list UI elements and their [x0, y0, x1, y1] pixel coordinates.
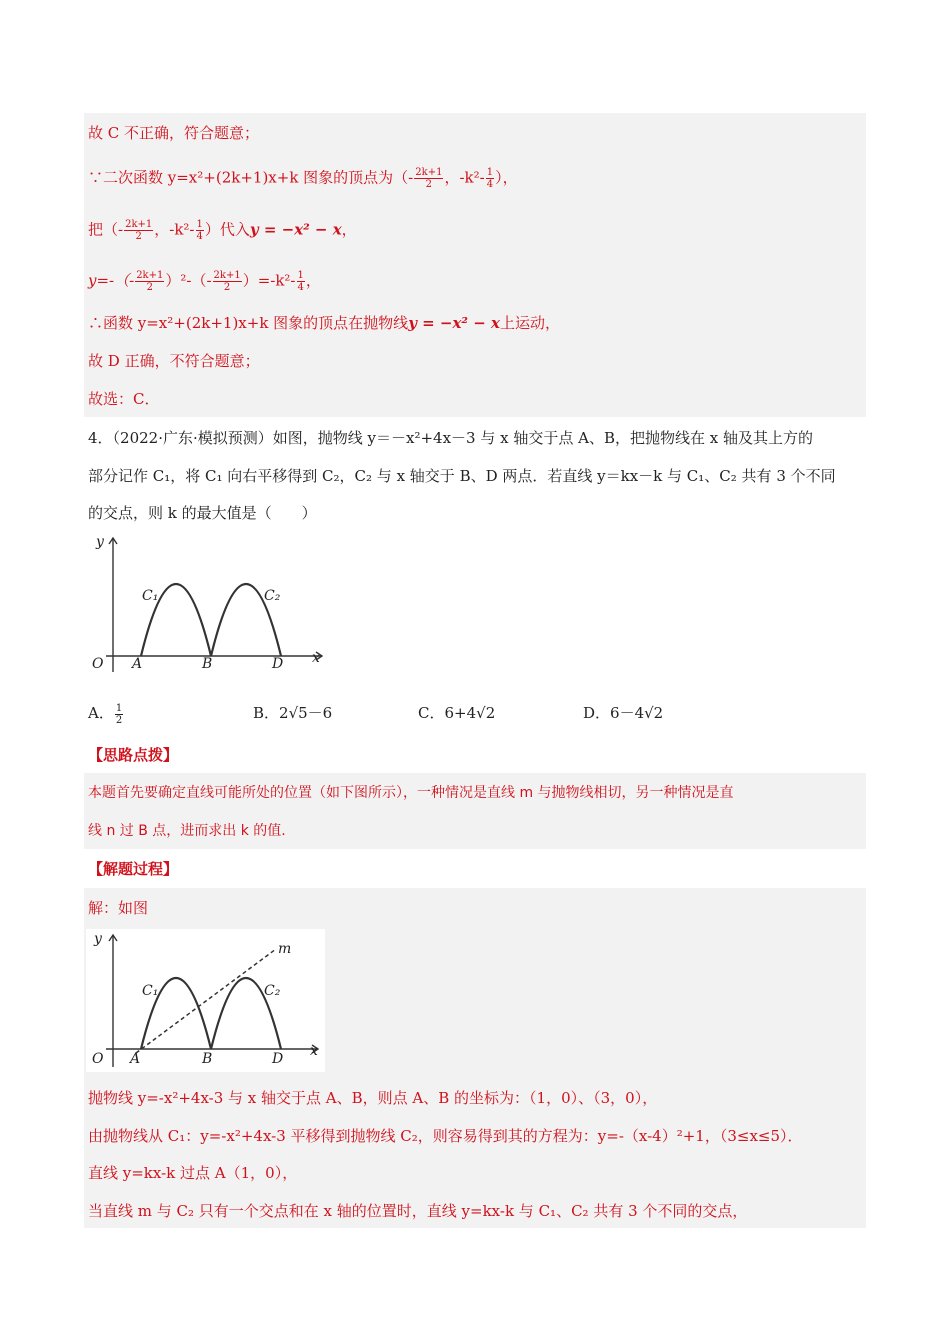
solution-line-5: 当直线 m 与 C₂ 只有一个交点和在 x 轴的位置时，直线 y=kx-k 与 C₁、C₂ 共有 3 个不同的交点， [88, 1202, 748, 1220]
label-x: x [310, 1043, 318, 1059]
question-line-3: 的交点，则 k 的最大值是（ ） [88, 504, 317, 522]
label-d: D [272, 1051, 284, 1067]
hint-heading: 【思路点拨】 [88, 746, 179, 764]
prev-solution-line-4: y=-（- $\frac{2k+1}{2}$ ）²-（- $\frac{2k+1}{2}$ ）=-k²- $\frac{1}{4}$ ， [88, 270, 321, 293]
question-line-2: 部分记作 C₁，将 C₁ 向右平移得到 C₂，C₂ 与 x 轴交于 B、D 两点．若直线 y＝kx－k 与 C₁、C₂ 共有 3 个不同 [88, 467, 836, 485]
label-c2: C₂ [264, 983, 281, 999]
option-a[interactable]: A． $\frac{1}{2}$ [88, 702, 123, 726]
question-line-1: 4．（2022·广东·模拟预测）如图，抛物线 y＝－x²+4x－3 与 x 轴交于点 A、B，把抛物线在 x 轴及其上方的 [88, 429, 813, 447]
label-a: A [132, 656, 143, 672]
prev-solution-line-2: ∵二次函数 y=x²+(2k+1)x+k 图象的顶点为（- $\frac{2k+1}{2}$ ，-k²- $\frac{1}{4}$ ）， [88, 167, 518, 190]
label-c2: C₂ [264, 588, 281, 604]
label-y: y [94, 931, 102, 947]
label-o: O [92, 656, 104, 672]
solution-line-4: 直线 y=kx-k 过点 A（1，0）， [88, 1164, 298, 1182]
prev-solution-line-5: ∴函数 y=x²+(2k+1)x+k 图象的顶点在抛物线y = −x² − x上运动， [88, 314, 560, 332]
option-b[interactable]: B．2√5－6 [253, 704, 333, 722]
label-c1: C₁ [142, 588, 159, 604]
label-o: O [92, 1051, 104, 1067]
label-a: A [130, 1051, 141, 1067]
option-d[interactable]: D．6－4√2 [583, 704, 664, 722]
label-m: m [278, 941, 292, 957]
prev-solution-line-6: 故 D 正确，不符合题意； [88, 352, 260, 370]
label-y: y [96, 534, 104, 550]
hint-line-2: 线 n 过 B 点，进而求出 k 的值. [88, 823, 286, 839]
solution-line-2: 抛物线 y=-x²+4x-3 与 x 轴交于点 A、B，则点 A、B 的坐标为：（1，0）、（3，0）， [88, 1089, 658, 1107]
prev-solution-line-3: 把（- $\frac{2k+1}{2}$ ，-k²- $\frac{1}{4}$ ）代入y = −x² − x， [88, 219, 357, 242]
solution-line-1: 解：如图 [88, 899, 149, 917]
option-c[interactable]: C．6+4√2 [418, 704, 496, 722]
label-d: D [272, 656, 284, 672]
prev-solution-line-7: 故选：C． [88, 390, 160, 408]
solution-line-3: 由抛物线从 C₁：y=-x²+4x-3 平移得到抛物线 C₂，则容易得到其的方程为：y=-（x-4）²+1，（3≤x≤5）． [88, 1127, 803, 1145]
label-b: B [202, 1051, 213, 1067]
prev-solution-block [84, 113, 866, 417]
label-b: B [202, 656, 213, 672]
prev-solution-line-1: 故 C 不正确，符合题意； [88, 124, 260, 142]
question-figure [86, 532, 330, 677]
solution-heading: 【解题过程】 [88, 860, 179, 878]
hint-line-1: 本题首先要确定直线可能所处的位置（如下图所示），一种情况是直线 m 与抛物线相切，另一种情况是直 [88, 785, 734, 801]
label-c1: C₁ [142, 983, 159, 999]
label-x: x [312, 650, 320, 666]
solution-figure [86, 929, 325, 1072]
